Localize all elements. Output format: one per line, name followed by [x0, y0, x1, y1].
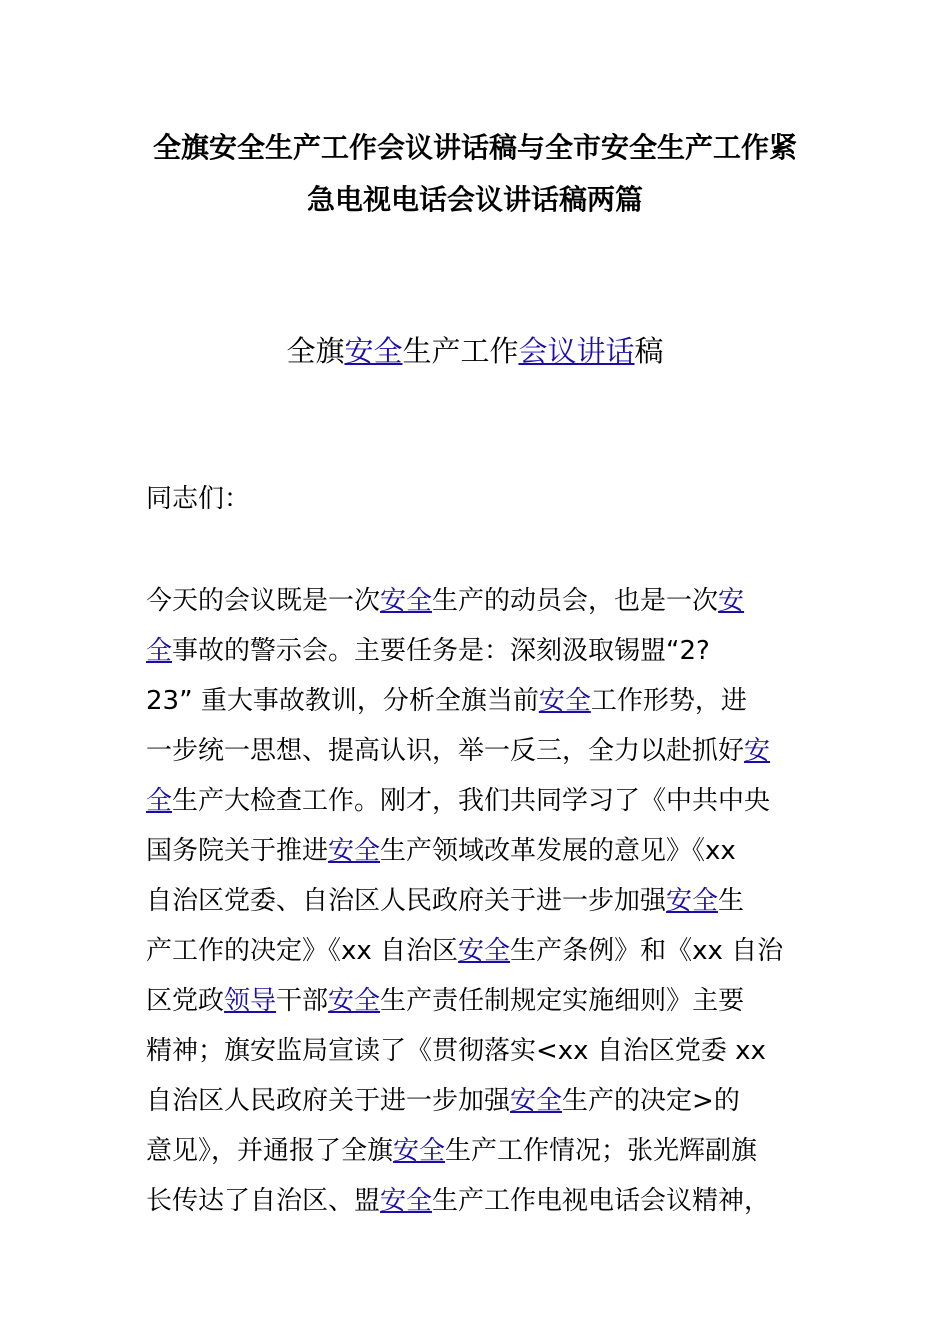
body-line [146, 826, 806, 876]
body-line [146, 776, 806, 826]
body-text: 生产的动员会，也是一次 [432, 586, 719, 616]
subtitle-text: 全旗 [286, 334, 345, 368]
body-text: 自治区人民政府关于进一步加强 [146, 1086, 511, 1116]
subtitle-text: 生产工作 [402, 334, 519, 368]
keyword-link[interactable]: 全 [146, 786, 173, 816]
body-line [146, 726, 806, 776]
body-text: 生产工作电视电话会议精神， [432, 1186, 771, 1216]
body-text: 一步统一思想、提高认识，举一反三，全力以赴抓好 [146, 736, 745, 766]
body-line [146, 1126, 806, 1176]
body-text: 今天的会议既是一次 [146, 586, 381, 616]
body-text: 精神；旗安监局宣读了《贯彻落实<xx 自治区党委 xx [146, 1036, 766, 1066]
document-title-line-2: 急电视电话会议讲话稿两篇 [306, 183, 643, 216]
keyword-link[interactable]: 安全 [328, 836, 381, 866]
body-line [146, 1026, 806, 1076]
body-text: 意见》，并通报了全旗 [146, 1136, 394, 1166]
body-text: 区党政 [146, 986, 225, 1016]
body-text: 生产责任制规定实施细则》主要 [380, 986, 745, 1016]
body-paragraph [146, 576, 806, 1226]
body-text: 23” 重大事故教训，分析全旗当前 [146, 686, 539, 716]
keyword-link-meeting-speech[interactable]: 会议讲话 [518, 334, 635, 368]
keyword-link[interactable]: 领导 [224, 986, 277, 1016]
body-line [146, 876, 806, 926]
body-text: 生产工作情况；张光辉副旗 [445, 1136, 758, 1166]
body-text: 干部 [276, 986, 329, 1016]
body-text: 生产条例》和《xx 自治 [510, 936, 784, 966]
body-line [146, 676, 806, 726]
keyword-link[interactable]: 安全 [538, 686, 591, 716]
body-line [146, 626, 806, 676]
body-line [146, 976, 806, 1026]
keyword-link[interactable]: 安全 [328, 986, 381, 1016]
keyword-link[interactable]: 全 [146, 636, 173, 666]
keyword-link[interactable]: 安 [718, 586, 745, 616]
body-text: 工作形势，进 [590, 686, 747, 716]
body-line [146, 926, 806, 976]
body-text: 生 [718, 886, 745, 916]
document-title-line-1: 全旗安全生产工作会议讲话稿与全市安全生产工作紧 [152, 131, 797, 164]
body-line [146, 576, 806, 626]
section-subtitle [0, 333, 950, 369]
keyword-link[interactable]: 安全 [393, 1136, 446, 1166]
body-text: 事故的警示会。主要任务是：深刻汲取锡盟“2? [172, 636, 710, 666]
keyword-link[interactable]: 安全 [510, 1086, 563, 1116]
body-text: 长传达了自治区、盟 [146, 1186, 381, 1216]
keyword-link[interactable]: 安全 [380, 1186, 433, 1216]
body-text: 生产大检查工作。刚才，我们共同学习了《中共中央 [172, 786, 771, 816]
greeting: 同志们： [146, 484, 251, 514]
keyword-link-safety[interactable]: 安全 [344, 334, 403, 368]
keyword-link[interactable]: 安全 [380, 586, 433, 616]
body-text: 产工作的决定》《xx 自治区 [146, 936, 459, 966]
body-text: 国务院关于推进 [146, 836, 329, 866]
keyword-link[interactable]: 安全 [666, 886, 719, 916]
subtitle-text: 稿 [634, 334, 664, 368]
body-line [146, 1176, 806, 1226]
keyword-link[interactable]: 安全 [458, 936, 511, 966]
body-line [146, 1076, 806, 1126]
body-text: 生产领域改革发展的意见》《xx [380, 836, 736, 866]
keyword-link[interactable]: 安 [744, 736, 771, 766]
body-text: 生产的决定>的 [562, 1086, 740, 1116]
body-text: 自治区党委、自治区人民政府关于进一步加强 [146, 886, 667, 916]
